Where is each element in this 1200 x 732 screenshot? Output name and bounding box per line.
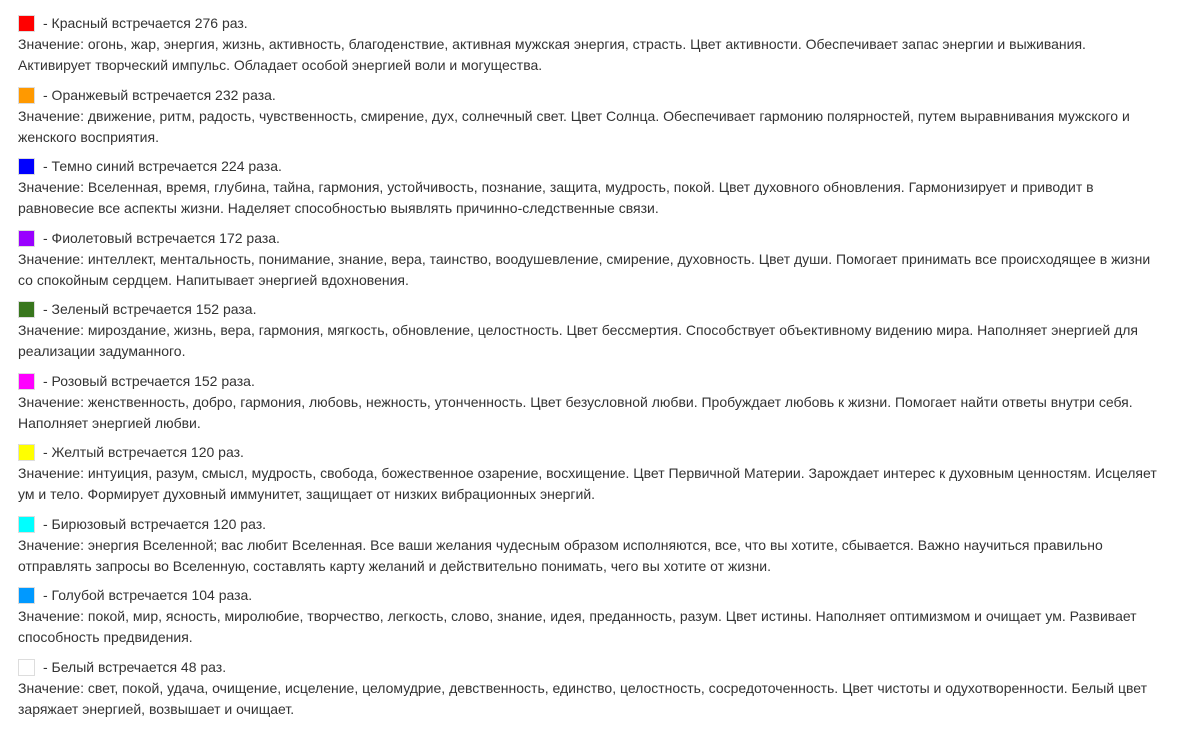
color-meaning-text: заряжает энергией, возвышает и очищает.	[18, 700, 295, 717]
color-entry-title	[18, 13, 1200, 34]
color-swatch	[18, 301, 35, 318]
color-meaning-text: Значение: энергия Вселенной; вас любит Вселенная. Все ваши желания чудесным образом исполняются, все, что вы хотите, сбывается. Важно научиться правильно	[18, 536, 1103, 553]
color-swatch	[18, 444, 35, 461]
color-meaning-text: Значение: мироздание, жизнь, вера, гармония, мягкость, обновление, целостность. Цвет бессмертия. Способствует объективному видению мира. Наполняет энергией для	[18, 322, 1139, 338]
color-meaning-text: Значение: женственность, добро, гармония, любовь, нежность, утонченность. Цвет безусловной любви. Пробуждает любовь к жизни. Помогает найти ответы внутри себя.	[18, 393, 1133, 410]
color-swatch	[18, 516, 35, 533]
color-meaning-text: реализации задуманного.	[18, 343, 186, 359]
color-entry-title	[18, 371, 1200, 392]
color-count-label: - Розовый встречается 152 раза.	[43, 372, 255, 389]
color-entry	[18, 442, 1200, 514]
color-meaning-text: Значение: движение, ритм, радость, чувственность, смирение, дух, солнечный свет. Цвет Солнца. Обеспечивает гармонию полярностей, путем выравнивания мужского и	[18, 107, 1130, 124]
color-count-label: - Темно синий встречается 224 раза.	[43, 158, 282, 174]
color-swatch	[18, 15, 35, 32]
color-count-label: - Желтый встречается 120 раз.	[43, 444, 244, 460]
color-entry	[18, 299, 1200, 371]
color-swatch	[18, 158, 35, 175]
color-meaning-text: Наполняет энергией любви.	[18, 414, 201, 431]
color-count-label: - Фиолетовый встречается 172 раза.	[43, 229, 280, 246]
color-count-label: - Зеленый встречается 152 раза.	[43, 301, 257, 317]
color-swatch	[18, 587, 35, 604]
color-meaning-text: Значение: огонь, жар, энергия, жизнь, активность, благоденствие, активная мужская энергия, страсть. Цвет активности. Обеспечивает запас энергии и выживания.	[18, 36, 1086, 52]
color-meaning-text: Активирует творческий импульс. Обладает особой энергией воли и могущества.	[18, 57, 543, 73]
color-entry	[18, 371, 1200, 443]
color-meaning-text: ум и тело. Формирует духовный иммунитет, защищает от низких вибрационных энергий.	[18, 486, 596, 502]
color-count-label: - Оранжевый встречается 232 раза.	[43, 86, 276, 103]
color-entry	[18, 13, 1200, 85]
color-count-label: - Бирюзовый встречается 120 раз.	[43, 515, 267, 532]
color-entry-title	[18, 228, 1200, 249]
color-meaning-text: равновесие все аспекты жизни. Наделяет способностью выявлять причинно-следственные связи.	[18, 200, 659, 216]
color-count-label: - Красный встречается 276 раз.	[43, 15, 248, 31]
color-entry	[18, 657, 1200, 729]
color-meaning-text: Значение: покой, мир, ясность, миролюбие, творчество, легкость, слово, знание, идея, преданность, разум. Цвет истины. Наполняет оптимизмом и очищает ум. Развивает	[18, 608, 1137, 624]
color-meaning-text: Значение: интуиция, разум, смысл, мудрость, свобода, божественное озарение, восхищение. Цвет Первичной Материи. Зарождает интерес к духовным ценностям. Исцеляет	[18, 465, 1157, 481]
color-meaning-text: женского восприятия.	[18, 128, 159, 145]
color-meaning-text: отправлять запросы во Вселенную, составлять карту желаний и действительно понимать, чего вы хотите от жизни.	[18, 557, 771, 574]
color-entry-title	[18, 585, 1200, 606]
color-entry-title	[18, 657, 1200, 678]
color-meaning-text: со спокойным сердцем. Напитывает энергией вдохновения.	[18, 271, 409, 288]
color-entry	[18, 85, 1200, 157]
color-swatch	[18, 87, 35, 104]
color-entry-title	[18, 156, 1200, 177]
color-count-label: - Белый встречается 48 раз.	[43, 658, 227, 675]
color-entry	[18, 585, 1200, 657]
color-count-label: - Голубой встречается 104 раза.	[43, 587, 253, 603]
color-entry	[18, 156, 1200, 228]
color-entry-title	[18, 514, 1200, 535]
color-entry	[18, 228, 1200, 300]
color-entry-title	[18, 442, 1200, 463]
color-meaning-text: Значение: Вселенная, время, глубина, тайна, гармония, устойчивость, познание, защита, мудрость, покой. Цвет духовного обновления. Гармонизирует и приводит в	[18, 179, 1094, 195]
color-swatch	[18, 230, 35, 247]
color-entry-title	[18, 299, 1200, 320]
color-entry-title	[18, 85, 1200, 106]
color-entry	[18, 514, 1200, 586]
color-meaning-text: способность предвидения.	[18, 629, 193, 645]
color-swatch	[18, 373, 35, 390]
color-meaning-text: Значение: интеллект, ментальность, понимание, знание, вера, таинство, воодушевление, смирение, духовность. Цвет души. Помогает принимать все происходящее в жизни	[18, 250, 1151, 267]
color-meaning-text: Значение: свет, покой, удача, очищение, исцеление, целомудрие, девственность, единство, целостность, сосредоточенность. Цвет чистоты и одухотворенности. Белый цвет	[18, 679, 1148, 696]
color-swatch	[18, 659, 35, 676]
